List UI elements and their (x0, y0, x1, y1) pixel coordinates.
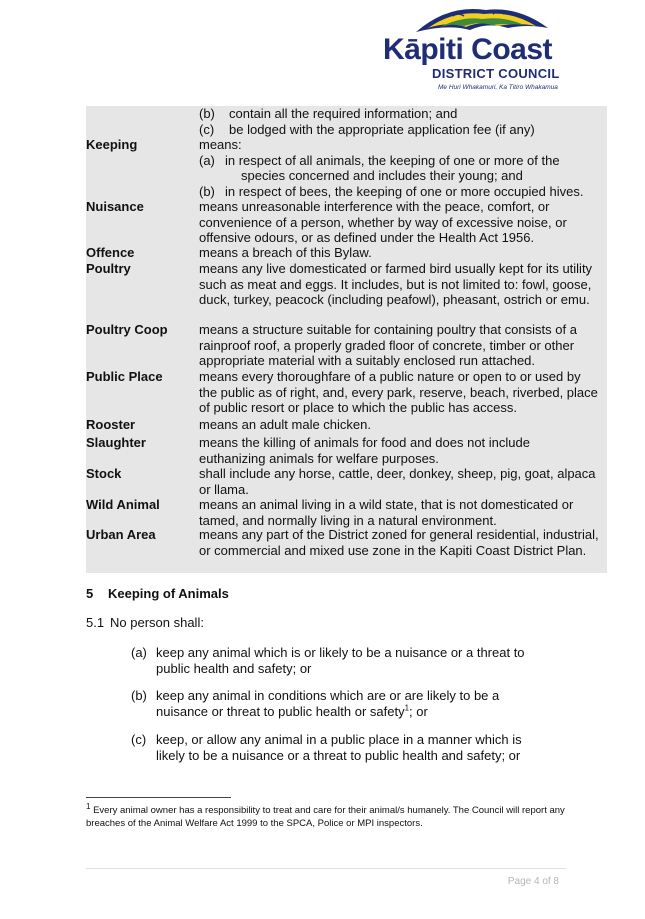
footnote-separator (86, 797, 231, 798)
definition-text: means an animal living in a wild state, that is not domesticated or tamed, and normally living in a natural environment. (199, 497, 574, 528)
definitions-table (86, 106, 607, 573)
logo-tagline: Me Huri Whakamuri, Ka Titiro Whakamua (438, 84, 558, 91)
footer-divider (86, 868, 566, 869)
list-text: in respect of all animals, the keeping of one or more of the (225, 152, 560, 168)
list-text-tail: ; or (409, 704, 428, 719)
council-logo (378, 2, 578, 96)
footnote-text: Every animal owner has a responsibility to treat and care for their animal/s humanely. The Council will report any breaches of the Animal Welfare Act 1999 to the SPCA, Police or MPI inspectors. (86, 805, 565, 829)
list-text: be lodged with the appropriate application fee (if any) (229, 121, 535, 137)
logo-title: Kāpiti Coast (383, 33, 553, 66)
definition-text: means an adult male chicken. (199, 417, 371, 432)
footnote-reference[interactable]: 1 (404, 703, 410, 713)
list-text: species concerned and includes their young; and (241, 168, 523, 183)
definition-term: Stock (86, 466, 122, 481)
list-text: in respect of bees, the keeping of one or more occupied hives. (225, 183, 584, 199)
definition-term: Poultry Coop (86, 322, 168, 337)
definition-text: means a structure suitable for containing poultry that consists of a rainproof roof, a properly graded floor of concrete, timber or other appropriate material with a suitably enclosed run attached. (199, 322, 577, 368)
definition-term: Wild Animal (86, 497, 160, 512)
list-text: keep any animal which is or likely to be a nuisance or a threat to public health and safety; or (156, 645, 525, 676)
definition-term: Slaughter (86, 435, 146, 450)
section-title: Keeping of Animals (108, 586, 229, 601)
definition-text: means the killing of animals for food and does not include euthanizing animals for welfare purposes. (199, 435, 530, 466)
list-text: keep any animal in conditions which are or are likely to be a nuisance or threat to public health or safety (156, 688, 500, 719)
definition-term: Rooster (86, 417, 136, 432)
definition-text: means any part of the District zoned for general residential, industrial, or commercial and mixed use zone in the Kapiti Coast District Plan. (199, 527, 599, 558)
clause-number: 5.1 (86, 615, 105, 630)
list-text: contain all the required information; and (229, 106, 458, 121)
page-number: Page 4 of 8 (507, 876, 559, 887)
definition-text: means a breach of this Bylaw. (199, 245, 372, 260)
footnote-marker: 1 (86, 801, 91, 811)
list-label: (b) (199, 183, 215, 199)
list-label: (b) (131, 688, 147, 703)
definition-term: Public Place (86, 369, 163, 384)
clause-text: No person shall: (110, 615, 204, 630)
definition-text: means unreasonable interference with the peace, comfort, or convenience of a person, whether by way of excessive noise, or offensive odours, or as defined under the Health Act 1956. (199, 199, 567, 245)
list-label: (a) (131, 645, 147, 660)
list-label: (c) (199, 121, 215, 137)
definition-text: means: (199, 137, 242, 152)
footnote (86, 801, 566, 830)
definition-term: Poultry (86, 261, 131, 276)
list-label: (b) (199, 106, 215, 121)
definition-text: shall include any horse, cattle, deer, donkey, sheep, pig, goat, alpaca or llama. (199, 466, 596, 497)
list-label: (c) (131, 732, 147, 747)
list-text: keep, or allow any animal in a public place in a manner which is likely to be a nuisance or a threat to public health and safety; or (156, 732, 522, 763)
definition-text: means every thoroughfare of a public nature or open to or used by the public as of right, and, every park, reserve, beach, riverbed, place of public resort or place to which the public has access. (199, 369, 598, 415)
definition-term: Offence (86, 245, 135, 260)
definition-text: means any live domesticated or farmed bird usually kept for its utility such as meat and eggs. It includes, but is not limited to: fowl, goose, duck, turkey, peacock (including peafowl), pheasant, ostrich or emu. (199, 261, 593, 307)
definition-term: Nuisance (86, 199, 144, 214)
logo-subtitle: DISTRICT COUNCIL (432, 66, 560, 81)
definition-term: Urban Area (86, 527, 156, 542)
section-number: 5 (86, 586, 94, 601)
section-heading (86, 586, 229, 601)
list-label: (a) (199, 152, 215, 168)
definition-term: Keeping (86, 137, 138, 152)
clause-5-1 (86, 615, 204, 630)
